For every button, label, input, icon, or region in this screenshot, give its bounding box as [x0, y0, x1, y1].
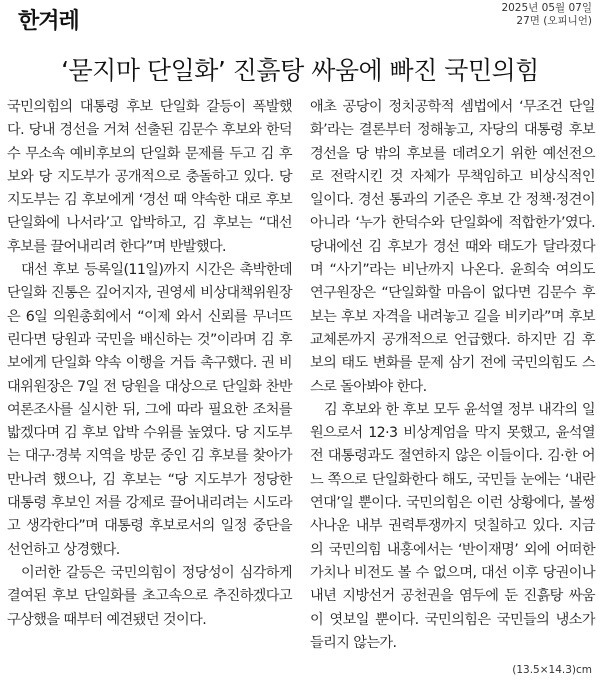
newspaper-logo: 한겨레	[18, 9, 79, 34]
article-body	[7, 96, 595, 656]
article-column-left	[7, 96, 292, 656]
paragraph: 김 후보와 한 후보 모두 윤석열 정부 내각의 일원으로서 12·3 비상계엄을 막지 못했고, 윤석열 전 대통령과도 절연하지 않은 이들이다. 김·한 어느 쪽으로 단일화한다 해도, 국민들 눈에는 ‘내란 연대’일 뿐이다. 국민의힘은 이런 상황에다, 볼썽사나운 내부 권력투쟁까지 덧칠하고 있다. 지금의 국민의힘 내홍에서는 ‘반이재명’ 외에 어떠한 가치나 비전도 볼 수 없으며, 대선 이후 당권이나 내년 지방선거 공천권을 염두에 둔 진흙탕 싸움이 엿보일 뿐이다. 국민의힘은 국민들의 냉소가 들리지 않는가.	[310, 401, 595, 651]
paragraph: 국민의힘의 대통령 후보 단일화 갈등이 폭발했다. 당내 경선을 거쳐 선출된 김문수 후보와 한덕수 무소속 예비후보의 단일화 문제를 두고 김 후보와 당 지도부가 공개적으로 충돌하고 있다. 당 지도부는 김 후보에게 ‘경선 때 약속한 대로 후보 단일화에 나서라’고 압박하고, 김 후보는 “대선 후보를 끌어내리려 한다”며 반발했다.	[7, 99, 292, 255]
paragraph: 대선 후보 등록일(11일)까지 시간은 촉박한데 단일화 진통은 깊어지자, 권영세 비상대책위원장은 6일 의원총회에서 “이제 와서 신뢰를 무너뜨린다면 당원과 국민을 배신하는 것”이라며 김 후보에게 단일화 약속 이행을 거듭 촉구했다. 권 비대위원장은 7일 전 당원을 대상으로 단일화 찬반 여론조사를 실시한 뒤, 그에 따라 필요한 조처를 밟겠다며 김 후보 압박 수위를 높였다. 당 지도부는 대구·경북 지역을 방문 중인 김 후보를 찾아가 만나려 했으나, 김 후보는 “당 지도부가 정당한 대통령 후보인 저를 강제로 끌어내리려는 시도라고 생각한다”며 대통령 후보로서의 일정 중단을 선언하고 상경했다.	[7, 262, 292, 558]
paragraph: 애초 공당이 정치공학적 셈법에서 ‘무조건 단일화’라는 결론부터 정해놓고, 자당의 대통령 후보 경선을 당 밖의 후보를 데려오기 위한 예선전으로 전락시킨 것 자체가 무책임하고 비상식적인 일이다. 경선 통과의 기준은 후보 간 정책·정견이 아니라 ‘누가 한덕수와 단일화에 적합한가’였다. 당내에선 김 후보가 경선 때와 태도가 달라졌다며 “사기”라는 비난까지 나온다. 윤희숙 여의도연구원장은 “단일화할 마음이 없다면 김문수 후보는 후보 자격을 내려놓고 길을 비키라”며 후보 교체론까지 공개적으로 언급했다. 하지만 김 후보의 태도 변화를 문제 삼기 전에 국민의힘도 스스로 돌아봐야 한다.	[310, 99, 595, 395]
clipping-size: (13.5×14.3)cm	[512, 664, 592, 676]
page-section: 27면 (오피니언)	[516, 15, 592, 27]
publication-date: 2025년 05월 07일	[501, 2, 592, 14]
article-column-right	[310, 96, 595, 656]
dateline	[501, 2, 592, 28]
headline: ‘묻지마 단일화’ 진흙탕 싸움에 빠진 국민의힘	[61, 55, 539, 85]
paragraph: 이러한 갈등은 국민의힘이 정당성이 심각하게 결여된 후보 단일화를 초고속으로 추진하겠다고 구상했을 때부터 예견됐던 것이다.	[7, 564, 292, 628]
